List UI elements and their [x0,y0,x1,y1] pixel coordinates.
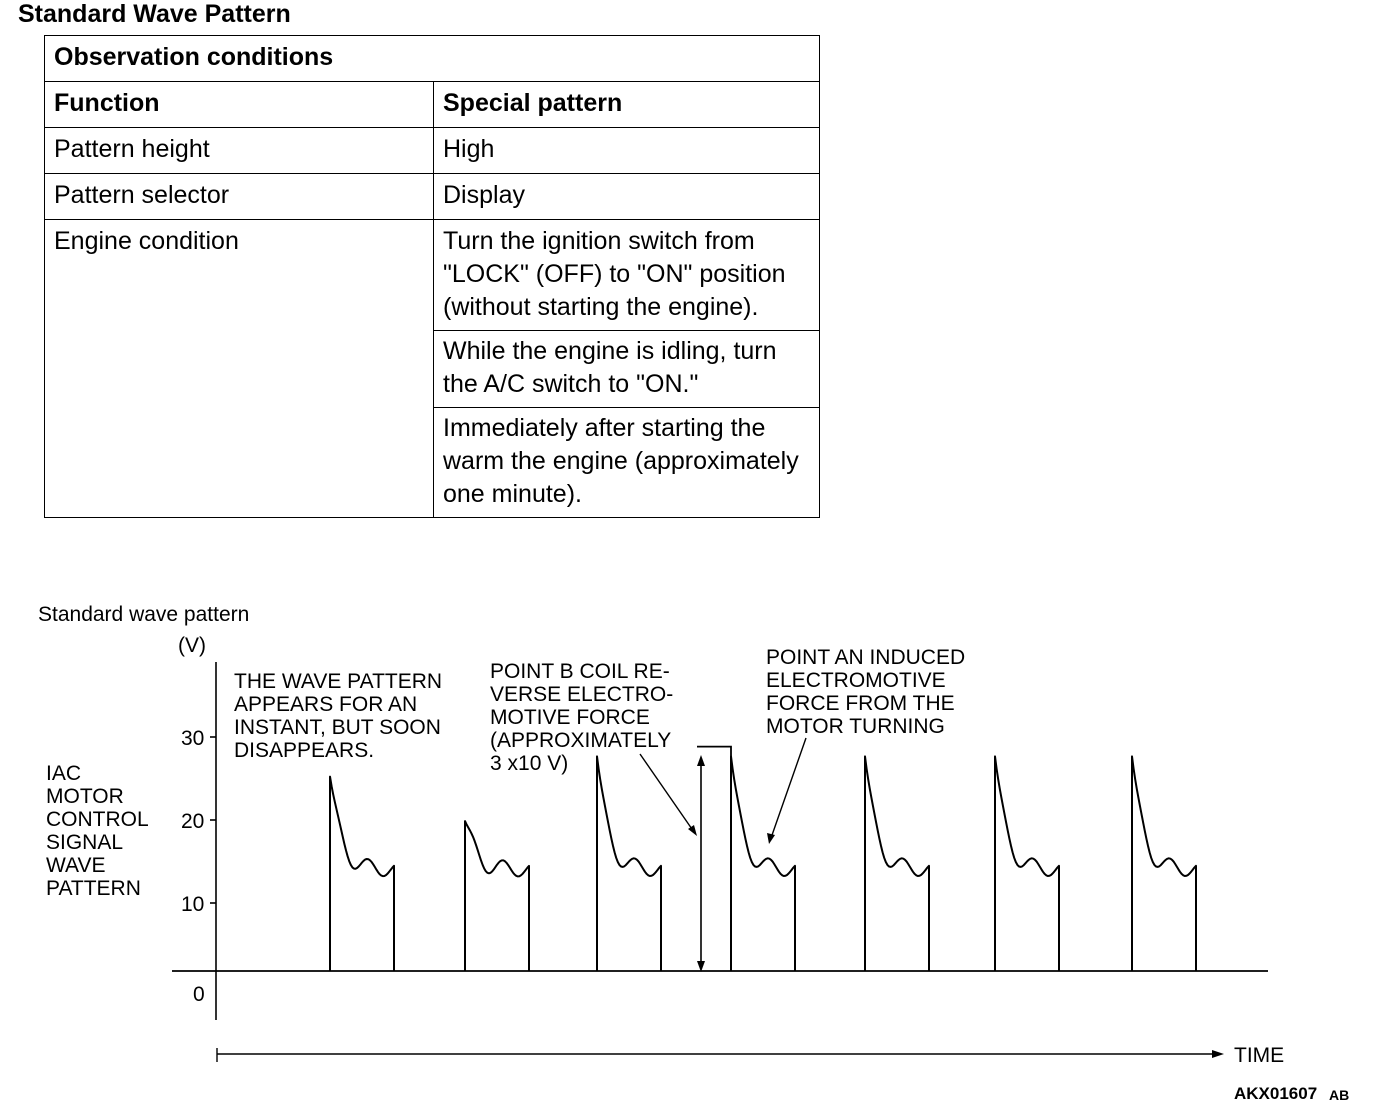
leader-arrowhead [688,825,697,836]
y-axis-label-line: WAVE [46,854,106,877]
annotation-point-b [490,660,697,836]
leader-arrowhead [767,833,775,844]
annotation-line: (APPROXIMATELY [490,729,672,752]
time-axis [217,1044,1284,1067]
chart-title: Standard wave pattern [38,603,250,626]
y-axis-label-line: PATTERN [46,877,141,900]
time-axis-arrowhead [1212,1050,1224,1058]
wave-pulse [597,756,661,971]
annotation-line: POINT B COIL RE- [490,660,670,683]
marker-arrowhead-up [697,755,705,766]
wave-pulse [330,777,394,971]
wave-pulse [865,756,929,971]
wave-layer [172,747,1268,971]
row-function: Engine condition [45,220,434,518]
y-axis-label-line: CONTROL [46,808,149,831]
y-tick-label: 20 [181,810,205,833]
annotation-line: POINT AN INDUCED [766,646,966,669]
wave-pulse [465,821,529,971]
engine-condition-2: While the engine is idling, turn the A/C switch to "ON." [434,330,819,407]
x-axis-label: TIME [1234,1044,1285,1067]
wave-pulse [1132,756,1196,971]
row-value: Display [434,174,820,220]
annotation-first-pulse [234,670,442,762]
row-value: High [434,128,820,174]
annotation-line: DISAPPEARS. [234,739,375,762]
marker-arrow [697,755,705,972]
row-function: Pattern selector [45,174,434,220]
table-header: Observation conditions [45,36,820,82]
engine-condition-1: Turn the ignition switch from "LOCK" (OFF) to "ON" position (without starting the engine). [443,227,786,321]
annotation-line: APPEARS FOR AN [234,693,418,716]
row-function: Pattern height [45,128,434,174]
leader-line-point-a [771,738,806,838]
annotation-line: MOTOR TURNING [766,715,945,738]
page-title: Standard Wave Pattern [18,0,291,28]
y-tick-label: 10 [181,893,205,916]
column-header-function: Function [45,82,434,128]
figure-code-suffix: AB [1329,1087,1350,1103]
y-axis-unit: (V) [178,634,206,657]
figure-code: AKX01607 [1234,1084,1318,1103]
y-axis-ticks [181,727,216,1006]
annotation-line: MOTIVE FORCE [490,706,650,729]
annotation-line: INSTANT, BUT SOON [234,716,441,739]
annotation-line: 3 x10 V) [490,752,569,775]
column-header-special-pattern: Special pattern [434,82,820,128]
wave-pulse [731,756,795,971]
annotation-line: THE WAVE PATTERN [234,670,443,693]
wave-pulse [995,756,1059,971]
leader-line-point-b [640,754,694,832]
y-axis-label-line: SIGNAL [46,831,124,854]
y-axis-label-line: IAC [46,762,82,785]
annotation-line: FORCE FROM THE [766,692,955,715]
y-axis-label-line: MOTOR [46,785,124,808]
engine-condition-3: Immediately after starting the warm the engine (approximately one minute). [434,407,819,517]
y-axis-label [46,762,149,900]
y-tick-label: 30 [181,727,205,750]
annotation-line: VERSE ELECTRO- [490,683,674,706]
y-tick-label: 0 [193,983,205,1006]
annotation-line: ELECTROMOTIVE [766,669,946,692]
